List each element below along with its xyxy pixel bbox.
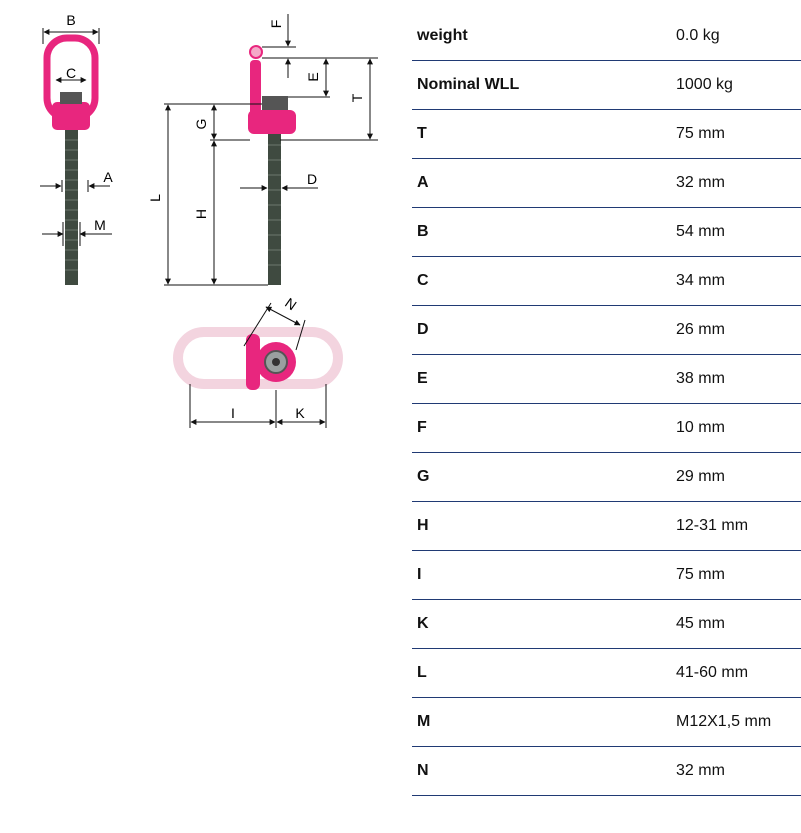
spec-value: 34 mm [676, 272, 725, 289]
dim-label-k: K [295, 405, 305, 421]
dim-label-l: L [147, 194, 163, 202]
spec-key: C [417, 272, 429, 289]
spec-row-c [412, 257, 801, 306]
spec-key: A [417, 174, 429, 191]
spec-row-b [412, 208, 801, 257]
spec-value: 38 mm [676, 370, 725, 387]
side-ring [250, 60, 261, 128]
spec-key: T [417, 125, 427, 142]
spec-row-t [412, 110, 801, 159]
dim-label-t: T [349, 93, 365, 103]
spec-value: 75 mm [676, 566, 725, 583]
dim-label-d: D [306, 171, 318, 187]
spec-row-f [412, 404, 801, 453]
spec-key: G [417, 468, 430, 485]
spec-key: D [417, 321, 429, 338]
spec-value: 45 mm [676, 615, 725, 632]
spec-row-k [412, 600, 801, 649]
dim-label-b: B [66, 12, 76, 28]
spec-row-h [412, 502, 801, 551]
spec-value: M12X1,5 mm [676, 713, 772, 730]
technical-drawing [0, 0, 400, 460]
spec-value: 29 mm [676, 468, 725, 485]
spec-key: F [417, 419, 427, 436]
spec-row-m [412, 698, 801, 747]
spec-key: N [417, 762, 429, 779]
spec-value: 10 mm [676, 419, 725, 436]
spec-key: M [417, 713, 431, 730]
spec-row-g [412, 453, 801, 502]
side-view [147, 14, 378, 285]
spec-value: 0.0 kg [676, 27, 720, 44]
spec-row-i [412, 551, 801, 600]
spec-value: 12-31 mm [676, 517, 749, 534]
spec-key: H [417, 517, 429, 534]
front-nut [60, 92, 82, 104]
spec-value: 75 mm [676, 125, 725, 142]
side-bolt [268, 130, 281, 285]
dim-label-c: C [65, 65, 77, 81]
dim-label-h: H [193, 208, 209, 220]
top-view [178, 294, 338, 428]
front-view [40, 12, 113, 285]
dim-label-f: F [268, 19, 284, 29]
dim-label-i: I [231, 405, 235, 421]
dim-label-e: E [305, 72, 321, 82]
dim-label-n: N [282, 294, 300, 314]
spec-value: 32 mm [676, 174, 725, 191]
spec-key: Nominal WLL [417, 76, 520, 93]
spec-row-n [412, 747, 801, 796]
spec-value: 54 mm [676, 223, 725, 240]
spec-row-l [412, 649, 801, 698]
dim-label-a: A [103, 169, 113, 185]
spec-row-nominal-wll [412, 61, 801, 110]
dim-label-m: M [94, 217, 106, 233]
spec-key: K [417, 615, 429, 632]
side-nut [262, 96, 288, 110]
spec-row-a [412, 159, 801, 208]
front-bolt [65, 130, 78, 285]
spec-table [412, 12, 801, 796]
spec-key: E [417, 370, 428, 387]
spec-key: B [417, 223, 429, 240]
spec-key: L [417, 664, 427, 681]
dim-label-g: G [193, 118, 209, 130]
spec-value: 32 mm [676, 762, 725, 779]
side-ring-top [250, 46, 262, 58]
spec-key: weight [417, 27, 468, 44]
spec-row-e [412, 355, 801, 404]
spec-value: 26 mm [676, 321, 725, 338]
spec-row-weight [412, 12, 801, 61]
spec-value: 41-60 mm [676, 664, 749, 681]
spec-row-d [412, 306, 801, 355]
spec-value: 1000 kg [676, 76, 733, 93]
spec-key: I [417, 566, 422, 583]
